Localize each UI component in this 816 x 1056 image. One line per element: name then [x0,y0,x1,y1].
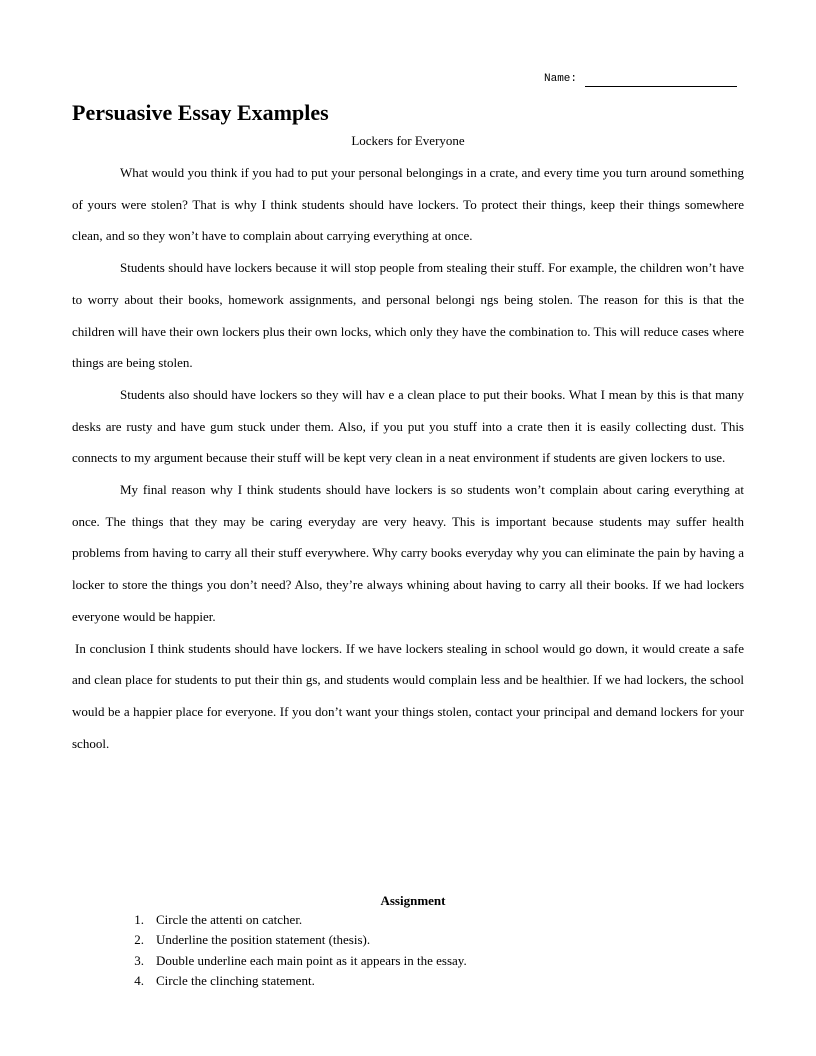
assignment-item-number: 4. [134,972,144,988]
assignment-item [72,971,467,991]
assignment-item-number: 3. [134,952,144,968]
name-blank-line [585,73,737,87]
assignment-item [72,951,467,971]
essay-paragraph-5: In conclusion I think students should have lockers. If we have lockers stealing in school would go down, it would create a safe and clean place for students to put their thin gs, and students would complain less and be healthier. If we had lockers, the school would be a happier place for everyone. If you don’t want your things stolen, contact your principal and demand lockers for your school. [72,640,744,751]
assignment-item [72,910,467,930]
name-field [544,71,737,87]
essay-paragraph-3: Students also should have lockers so they will hav e a clean place to put their books. What I mean by this is that many desks are rusty and have gum stuck under them. Also, if you put you stuff into a crate then it is easily collecting dust. This connects to my argument because their stuff will be kept very clean in a neat environment if students are given lockers to use. [72,386,744,466]
assignment-item-text: Circle the attenti on catcher. [156,912,303,927]
document-title: Persuasive Essay Examples [72,100,329,125]
assignment-heading: Assignment [380,893,446,908]
assignment-item-text: Double underline each main point as it appears in the essay. [156,952,467,968]
assignment-item-number: 2. [134,932,144,948]
essay-body [72,157,744,759]
essay-paragraph-1: What would you think if you had to put your personal belongings in a crate, and every time you turn around something of yours were stolen? That is why I think students should have lockers. To protect their things, keep their things somewhere clean, and so they won’t have to complain about carrying everything at once. [72,165,744,244]
essay-paragraph-2: Students should have lockers because it will stop people from stealing their stuff. For example, the children won’t have to worry about their books, homework assignments, and personal belongi ngs being stolen. The reason for this is that the children will have their own lockers plus their own locks, which only they have the combination to. This will reduce cases where things are being stolen. [72,260,744,371]
essay-paragraph-4: My final reason why I think students should have lockers is so students won’t complain about caring everything at once. The things that they may be caring everyday are very heavy. This is important because students may suffer health problems from having to carry all their stuff everywhere. Why carry books everyday why you can eliminate the pain by having a locker to store the things you don’t need? Also, they’re always whining about having to carry all their books. If we had lockers everyone would be happier. [72,482,744,624]
assignment-item-text: Underline the position statement (thesis). [156,932,371,948]
name-label: Name: [544,73,578,85]
assignment-item-text: Circle the clinching statement. [156,972,315,988]
assignment-item-number: 1. [134,912,144,927]
assignment-list [72,910,467,991]
assignment-item [72,930,467,950]
essay-title: Lockers for Everyone [351,133,465,148]
